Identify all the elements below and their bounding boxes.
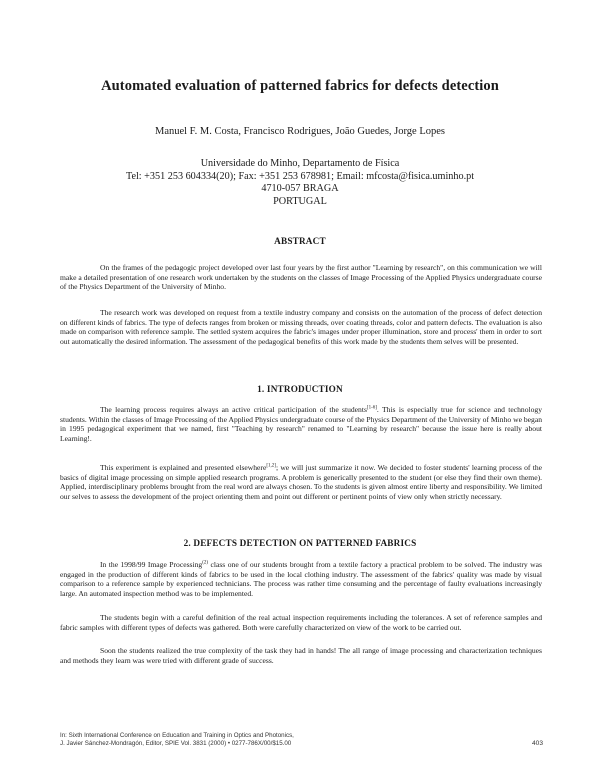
introduction-paragraph-2 [60,463,542,501]
abstract-paragraph-1: On the frames of the pedagogic project developed over last four years by the first author "Learning by research", on this communication we will make a detailed presentation of one research work undertaken by the students on the classes of Image Processing of the Applied Physics undergraduate course of the Physics Department of the University of Minho. [60,263,542,292]
affiliation-city: 4710-057 BRAGA [261,183,339,194]
affiliation-contact: Tel: +351 253 604334(20); Fax: +351 253 678981; Email: mfcosta@fisica.uminho.pt [125,170,475,182]
affiliation-block [0,158,600,208]
footnote-line-2: J. Javier Sánchez-Mondragón, Editor, SPIE Vol. 3831 (2000) • 0277-786X/00/$15.00 [60,740,292,747]
affiliation-department: Universidade do Minho, Departamento de Física [200,158,400,169]
intro-p2-text-b: ; we will just summarize it now. We decided to foster students' learning process of the basics of digital image processing on simple applied research programs. A problem is generically presented to the student (or else they find their own theme). Applied, interdisciplinary problems brought from the real word are always chosen. To the students is given almost entire liberty and responsibility. We limited our selves to assess the development of the project orienting them and point out different or pertinent points of view only when strictly necessary. [60,463,542,501]
section-2-paragraph-2: The students begin with a careful definition of the real actual inspection requirements including the tolerances. A set of reference samples and fabric samples with different types of defects was gathered. Both were carefully characterized on view of the work to be carried out. [60,613,542,632]
paper-title: Automated evaluation of patterned fabrics for defects detection [101,78,499,94]
intro-p1-text-b: . This is especially true for science and technology students. Within the classes of Image Processing of the Applied Physics undergraduate course of the Physics Department of the University of Minho we began in 1995 pedagogical experiment that we named, first "Teaching by research" renamed to "Learning by research" because the issue here is really about Learning!. [60,405,542,443]
sec2-p1-text-a: In the 1998/99 Image Processing [100,560,203,569]
intro-p2-text-a: This experiment is explained and presented elsewhere [100,463,267,472]
sec2-p1-citation: (2) [202,560,209,566]
affiliation-country: PORTUGAL [273,195,327,207]
footnote-line-1: In: Sixth International Conference on Education and Training in Optics and Photonics, [60,732,294,739]
author-list: Manuel F. M. Costa, Francisco Rodrigues, João Guedes, Jorge Lopes [154,126,445,137]
section-2-paragraph-1 [60,560,542,598]
sec2-p1-text-b: class one of our students brought from a textile factory a practical problem to be solved. The industry was engaged in the production of different kinds of fabrics to be used in the local clothing industry. The assessment of the fabrics' quality was made by visual comparison to a reference sample by experienced technicians. The process was rather time consuming and the percentage of faulty evaluations increasingly large. An automated inspection method was to be implemented. [60,560,542,598]
conference-footnote [60,732,294,748]
abstract-paragraph-2: The research work was developed on request from a textile industry company and consists on the automation of the process of defect detection on different kinds of fabrics. The type of defects ranges from broken or missing threads, over coating threads, color and pattern defects. The evaluation is also made on comparison with reference sample. The settled system acquires the fabric's images under proper illumination, store and process' them in order to sort out automatically the desired information. The assessment of the pedagogical benefits of this work made by the students them selves will be presented. [60,308,542,346]
intro-p2-citation: [1,2] [266,463,276,469]
section-2-paragraph-3: Soon the students realized the true complexity of the task they had in hands! The all range of image processing and characterization techniques and methods they learn was were tried with different grade of success. [60,646,542,665]
page-number: 403 [532,740,544,747]
intro-p1-citation: [1-6] [366,405,377,411]
abstract-heading: ABSTRACT [274,236,326,246]
introduction-heading: 1. INTRODUCTION [257,384,343,394]
intro-p1-text-a: The learning process requires always an active critical participation of the students [100,405,367,414]
introduction-paragraph-1 [60,405,542,443]
section-2-heading: 2. DEFECTS DETECTION ON PATTERNED FABRICS [183,538,417,548]
